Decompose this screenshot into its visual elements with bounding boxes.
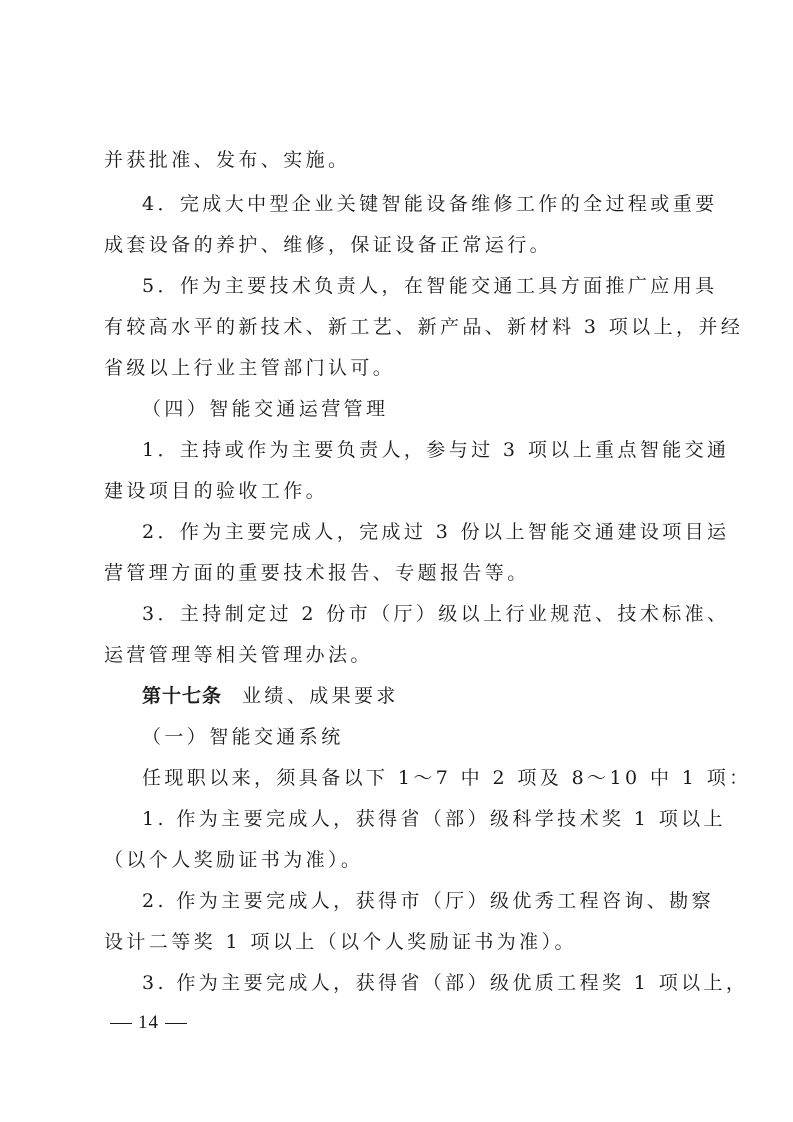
page-number-value: 14 bbox=[138, 1012, 159, 1033]
text-line: 运营管理等相关管理办法。 bbox=[104, 644, 373, 666]
dash-right bbox=[165, 1023, 187, 1024]
text-line: 设计二等奖 1 项以上（以个人奖励证书为准）。 bbox=[104, 931, 577, 953]
text-line: 1. 作为主要完成人，获得省（部）级科学技术奖 1 项以上 bbox=[142, 808, 726, 830]
text-line: 省级以上行业主管部门认可。 bbox=[104, 357, 396, 379]
text-line: 5．作为主要技术负责人，在智能交通工具方面推广应用具 bbox=[142, 275, 718, 297]
text-line: 有较高水平的新技术、新工艺、新产品、新材料 3 项以上，并经 bbox=[104, 316, 744, 338]
text-line: 并获批准、发布、实施。 bbox=[104, 149, 351, 171]
article-line bbox=[142, 682, 399, 710]
section-heading: （一）智能交通系统 bbox=[142, 726, 344, 748]
text-line: 营管理方面的重要技术报告、专题报告等。 bbox=[104, 562, 530, 584]
section-heading: （四）智能交通运营管理 bbox=[142, 398, 389, 420]
dash-left bbox=[110, 1023, 132, 1024]
text-line: 建设项目的验收工作。 bbox=[104, 480, 329, 502]
text-line: 3．主持制定过 2 份市（厅）级以上行业规范、技术标准、 bbox=[142, 603, 730, 625]
article-heading: 第十七条 bbox=[142, 685, 223, 707]
text-line: 任现职以来，须具备以下 1～7 中 2 项及 8～10 中 1 项： bbox=[142, 767, 752, 789]
page-number bbox=[104, 1009, 193, 1037]
text-line: 3. 作为主要完成人，获得省（部）级优质工程奖 1 项以上， bbox=[142, 972, 749, 994]
text-line: 2. 作为主要完成人，获得市（厅）级优秀工程咨询、勘察 bbox=[142, 890, 714, 912]
text-line: 4．完成大中型企业关键智能设备维修工作的全过程或重要 bbox=[142, 193, 718, 215]
text-line: 成套设备的养护、维修，保证设备正常运行。 bbox=[104, 234, 553, 256]
text-line: （以个人奖励证书为准）。 bbox=[104, 849, 364, 871]
text-line: 1．主持或作为主要负责人，参与过 3 项以上重点智能交通 bbox=[142, 439, 730, 461]
text-line: 2．作为主要完成人，完成过 3 份以上智能交通建设项目运 bbox=[142, 521, 730, 543]
article-title: 业绩、成果要求 bbox=[242, 685, 399, 707]
